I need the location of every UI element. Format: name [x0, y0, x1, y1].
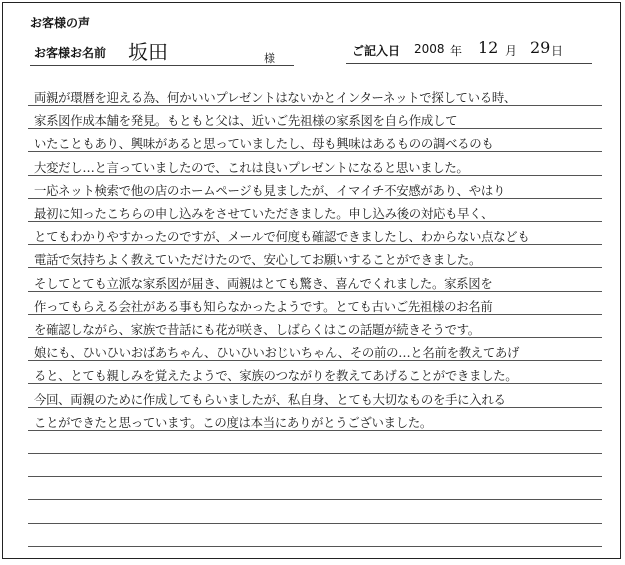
- entry-date-year-suffix: 年: [450, 44, 463, 58]
- comment-line: ことができたと思っています。この度は本当にありがとうございました。: [34, 414, 432, 430]
- comment-line: 大変だし…と言っていましたので、これは良いプレゼントになると思いました。: [34, 159, 469, 175]
- ruled-line: [28, 546, 602, 547]
- date-underline: [346, 63, 592, 64]
- customer-name-value: 坂田: [128, 40, 168, 64]
- comment-line: ると、とても親しみを覚えたようで、家族のつながりを教えてあげることができました。: [34, 368, 518, 384]
- comment-line: 今回、両親のために作成してもらいましたが、私自身、とても大切なものを手に入れる: [34, 391, 506, 407]
- comment-line: 家系図作成本舗を発見。もともと父は、近いご先祖様の家系図を自ら作成して: [34, 113, 458, 129]
- entry-date-year: 2008: [414, 42, 445, 56]
- comment-line: を確認しながら、家族で昔話にも花が咲き、しばらくはこの話題が続きそうです。: [34, 322, 480, 337]
- comment-line: いたこともあり、興味があると思っていましたし、母も興味はあるものの調べるのも: [34, 136, 494, 152]
- customer-name-label: お客様お名前: [34, 46, 107, 60]
- entry-date-day: 29: [530, 38, 551, 57]
- ruled-line: [28, 499, 602, 500]
- comment-line: 電話で気持ちよく教えていただけたので、安心してお願いすることができました。: [34, 252, 482, 268]
- comment-line: 両親が環暦を迎える為、何かいいプレゼントはないかとインターネットで探している時、: [34, 90, 517, 105]
- entry-date-label: ご記入日: [352, 44, 401, 58]
- name-underline: [30, 65, 294, 66]
- honorific-suffix: 様: [264, 52, 275, 65]
- entry-date-day-suffix: 日: [551, 44, 564, 58]
- entry-date-month-suffix: 月: [505, 44, 518, 58]
- ruled-line: [28, 523, 602, 524]
- comment-line: 作ってもらえる会社がある事も知らなかったようです。とても古いご先祖様のお名前: [34, 298, 493, 314]
- comment-line: 一応ネット検索で他の店のホームページも見ましたが、イマイチ不安感があり、やはり: [34, 182, 506, 198]
- entry-date-month: 12: [478, 38, 499, 57]
- comment-line: 娘にも、ひいひいおばあちゃん、ひいひいおじいちゃん、その前の…と名前を教えてあげ: [34, 345, 520, 361]
- comment-line: 最初に知ったこちらの申し込みをさせていただきました。申し込み後の対応も早く、: [34, 206, 494, 221]
- comment-line: とてもわかりやすかったのですが、メールで何度も確認できましたし、わからない点なども: [34, 229, 530, 245]
- page-heading: お客様の声: [30, 16, 91, 30]
- ruled-line: [28, 453, 602, 454]
- comment-line: そしてとても立派な家系図が届き、両親はとても驚き、喜んでくれました。家系図を: [34, 275, 493, 291]
- ruled-line: [28, 476, 602, 477]
